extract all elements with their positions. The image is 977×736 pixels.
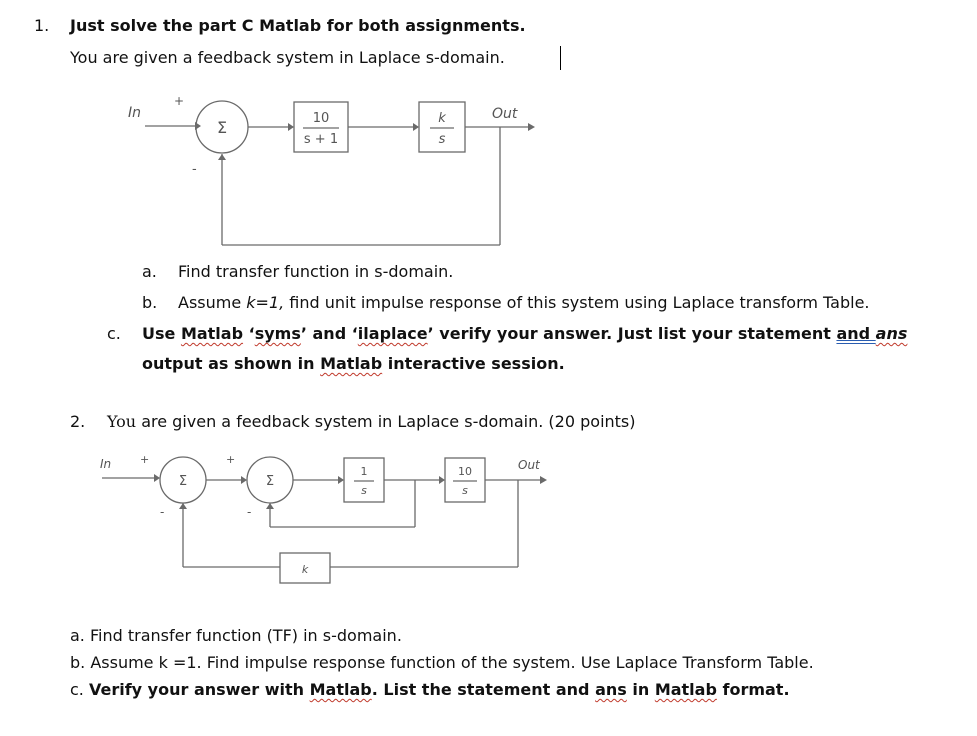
q2-minus-sign-2: - xyxy=(247,505,252,519)
q1-output-label: Out xyxy=(492,106,518,122)
q2-number: 2. xyxy=(70,412,86,431)
q1-input-label: In xyxy=(128,105,142,121)
q1-block-diagram xyxy=(100,90,560,255)
q1-intro: You are given a feedback system in Laplace s-domain. xyxy=(70,48,505,67)
q2-c-ans: ans xyxy=(595,680,627,699)
q2-block2-denominator: s xyxy=(462,484,468,497)
q2-intro-rest: are given a feedback system in Laplace s-domain. (20 points) xyxy=(136,412,636,431)
q2-input-label: In xyxy=(100,457,112,471)
q1-item-a-text: Find transfer function in s-domain. xyxy=(178,262,454,281)
q1-item-a-marker: a. xyxy=(142,262,157,281)
q1-item-c-line1 xyxy=(142,323,907,345)
q1-c-l1-syms: syms xyxy=(254,324,301,343)
q2-intro xyxy=(107,411,636,433)
q1-c-l2-p2: interactive session. xyxy=(382,354,565,373)
q2-c-p2: . List the statement and xyxy=(371,680,596,699)
q1-c-l1-matlab: Matlab xyxy=(180,324,244,343)
q1-c-l1-ans: ans xyxy=(875,324,908,343)
q1-block1-denominator: s + 1 xyxy=(303,132,339,147)
q1-c-l1-p3: ’ and ‘ xyxy=(300,324,358,343)
q2-item-a: a. Find transfer function (TF) in s-domain. xyxy=(70,626,402,645)
q1-c-l2-p1: output as shown in xyxy=(142,354,321,373)
q1-c-l1-p4: ’ verify your answer. Just list your statement xyxy=(427,324,837,343)
q1-block2-numerator: k xyxy=(438,111,446,126)
q1-c-l2-matlab: Matlab xyxy=(320,354,383,373)
q1-item-b-post: find unit impulse response of this system using Laplace transform Table. xyxy=(284,293,870,312)
q2-summer2-symbol: Σ xyxy=(265,474,275,489)
q1-minus-sign: - xyxy=(192,162,197,177)
q1-c-l1-and: and xyxy=(836,324,876,343)
q2-c-matlab: Matlab xyxy=(309,680,372,699)
q2-c-marker: c. xyxy=(70,680,89,699)
text-cursor xyxy=(560,46,561,70)
q1-c-l1-p1: Use xyxy=(142,324,181,343)
q1-block2-denominator: s xyxy=(438,132,446,147)
q2-item-b: b. Assume k =1. Find impulse response function of the system. Use Laplace Transform Table. xyxy=(70,653,814,672)
q1-block1-numerator: 10 xyxy=(312,111,330,126)
q1-summer-symbol: Σ xyxy=(216,118,228,137)
q2-block1-numerator: 1 xyxy=(360,465,368,478)
q2-feedback-gain: k xyxy=(301,563,309,576)
q2-intro-lead: You xyxy=(107,412,137,431)
q2-c-p4: format. xyxy=(716,680,790,699)
q1-c-l1-ilaplace: ilaplace xyxy=(357,324,428,343)
q2-summer1-symbol: Σ xyxy=(178,474,188,489)
q1-item-b-text xyxy=(178,292,870,314)
q2-c-matlab2: Matlab xyxy=(654,680,717,699)
q1-number: 1. xyxy=(34,16,50,35)
q2-plus-sign-1: + xyxy=(140,453,150,466)
q1-item-b-italic: k=1, xyxy=(246,293,285,312)
q1-item-b-marker: b. xyxy=(142,293,158,312)
q2-block2-numerator: 10 xyxy=(458,465,472,478)
q2-c-p3: in xyxy=(626,680,655,699)
q1-c-l1-p2: ‘ xyxy=(243,324,255,343)
q2-plus-sign-2: + xyxy=(226,453,236,466)
q2-block-diagram xyxy=(90,450,560,595)
q1-item-c-marker: c. xyxy=(107,324,121,343)
q1-plus-sign: + xyxy=(174,94,185,108)
q2-minus-sign-1: - xyxy=(160,505,165,519)
q2-c-p1: Verify your answer with xyxy=(88,680,310,699)
q2-output-label: Out xyxy=(518,458,540,472)
q2-item-c xyxy=(70,679,790,701)
q1-item-c-line2 xyxy=(142,353,565,375)
q1-item-b-pre: Assume xyxy=(178,293,247,312)
q2-block1-denominator: s xyxy=(361,484,367,497)
q1-heading: Just solve the part C Matlab for both assignments. xyxy=(70,16,526,35)
